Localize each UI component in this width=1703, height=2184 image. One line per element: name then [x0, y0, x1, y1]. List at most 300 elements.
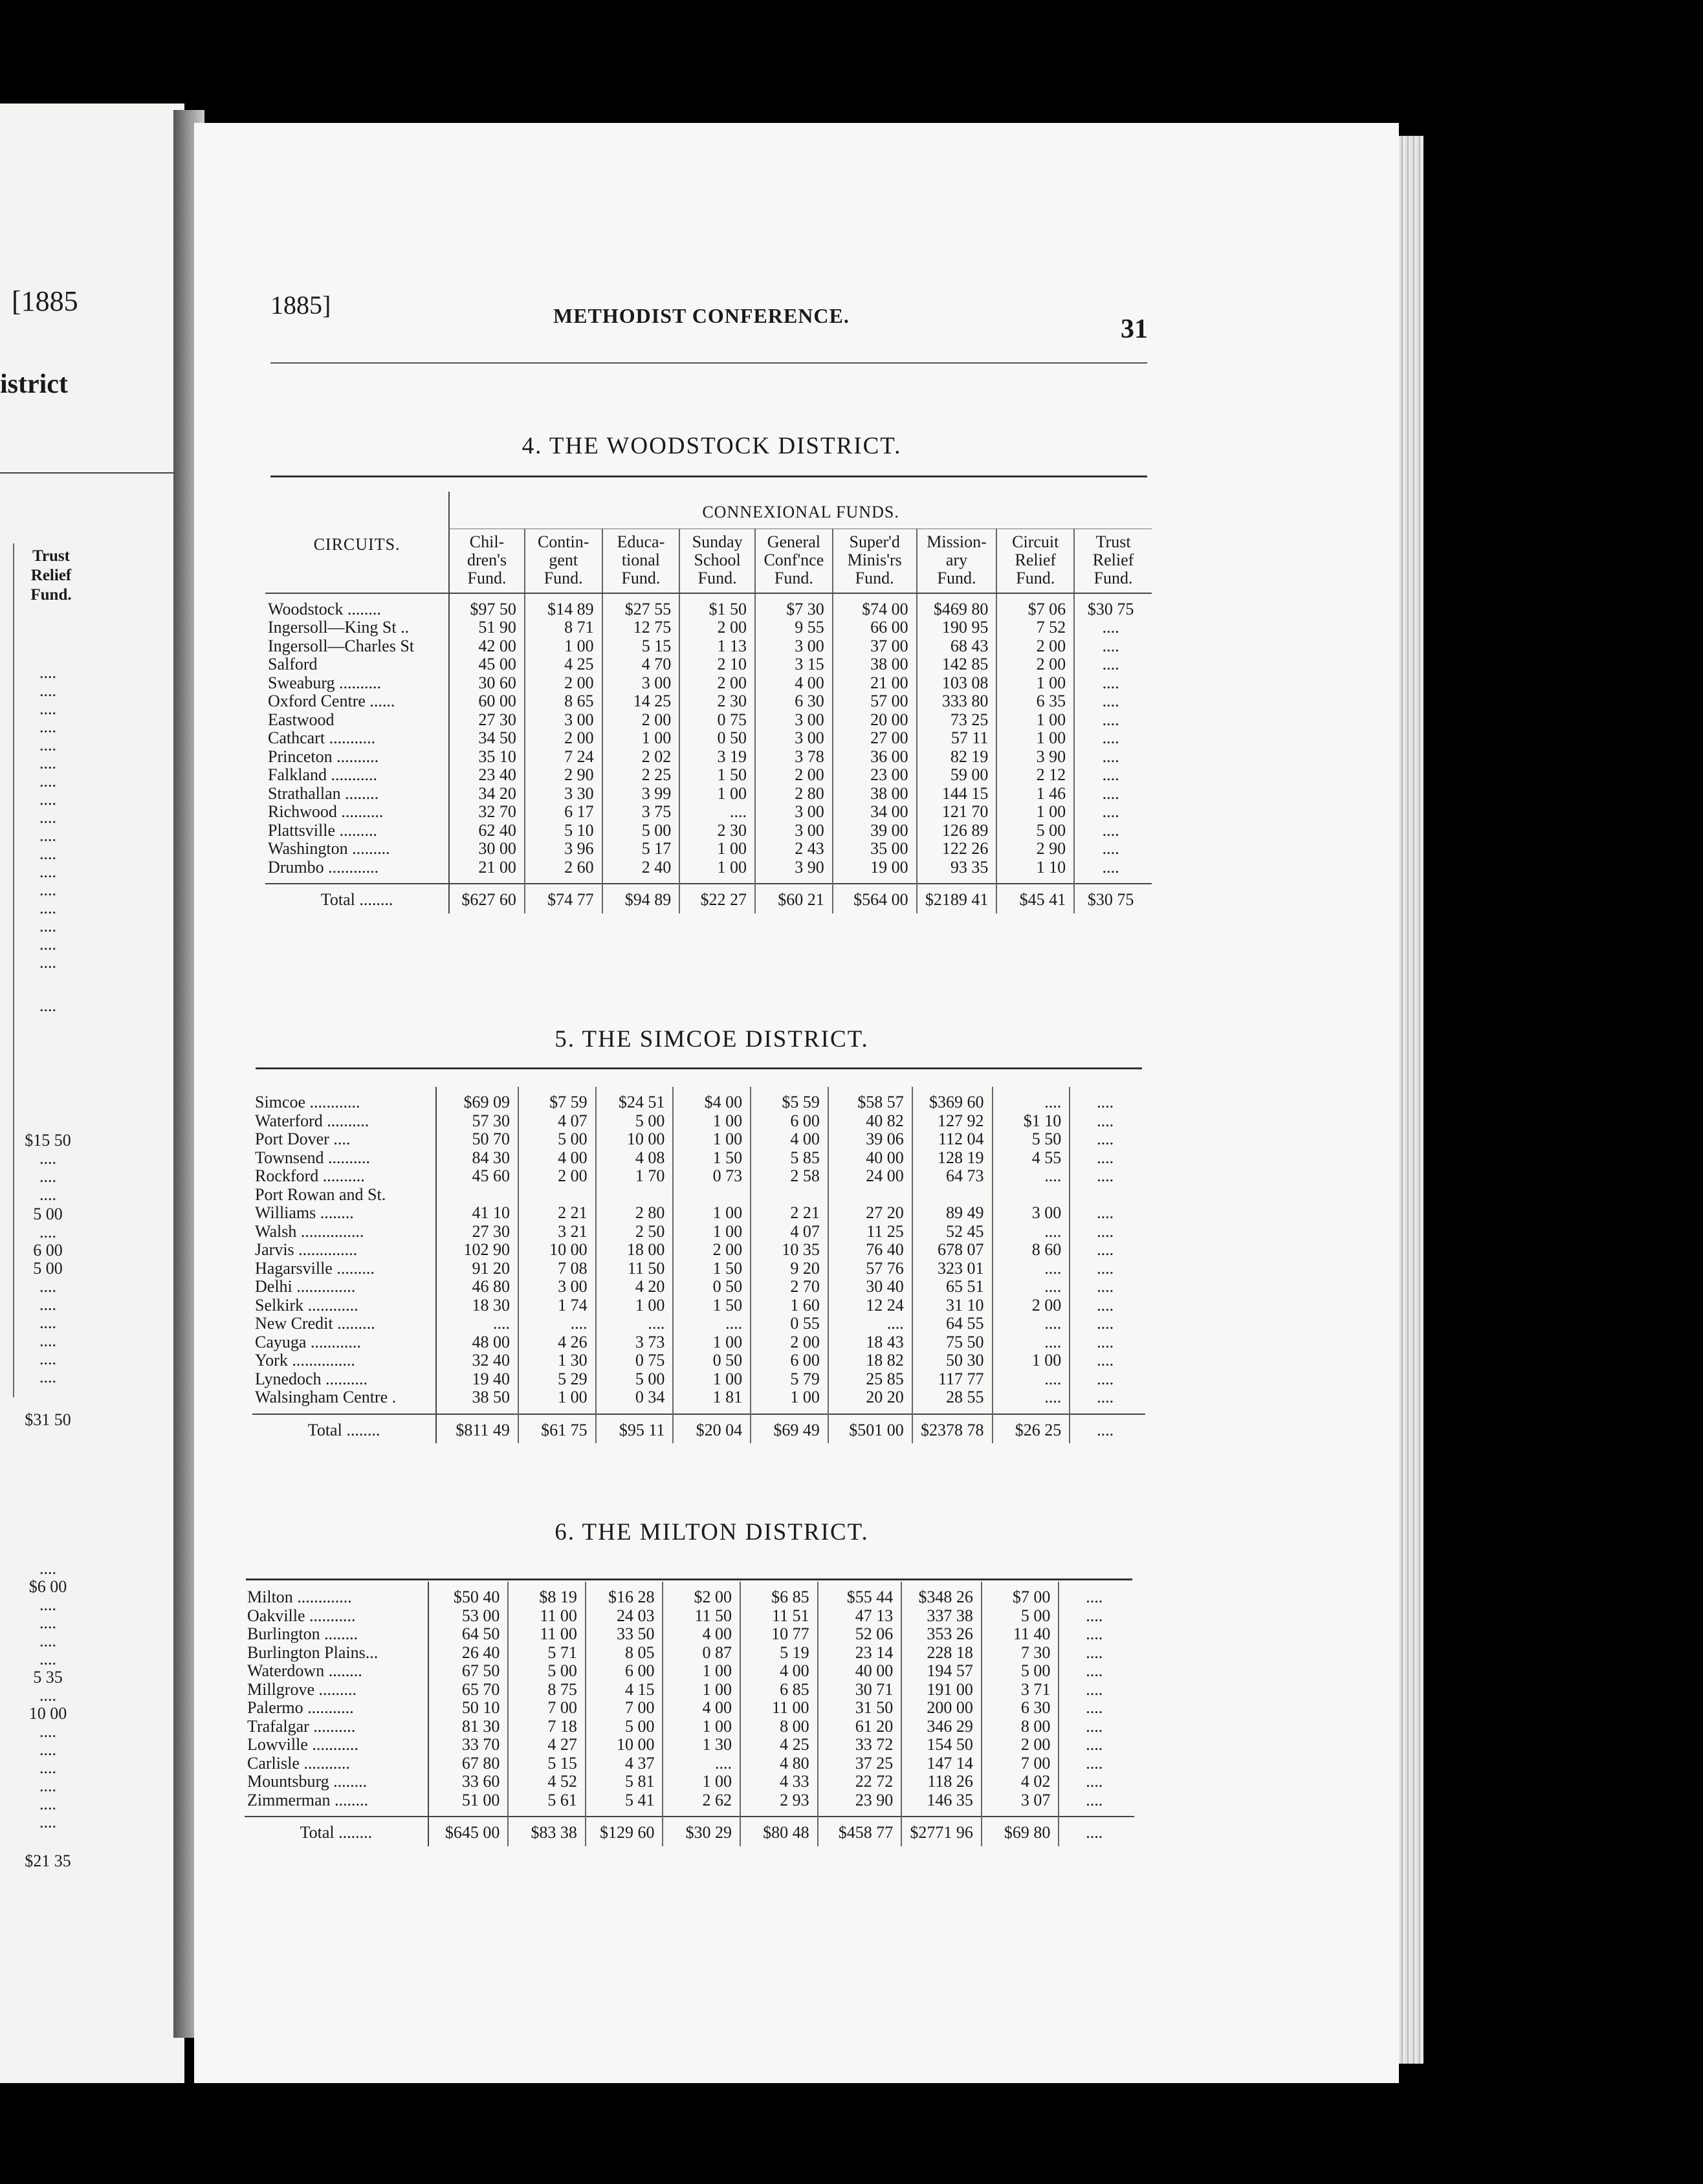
fund-value: 3 07 — [1020, 1790, 1051, 1809]
left-page-cell: .... — [39, 917, 56, 935]
section-title: 4. THE WOODSTOCK DISTRICT. — [522, 433, 902, 459]
fund-value: .... — [1086, 1772, 1103, 1791]
left-page-cell: .... — [39, 826, 56, 845]
fund-column — [982, 1582, 1059, 1817]
fund-value: 6 85 — [780, 1679, 809, 1699]
fund-value: .... — [1097, 1295, 1114, 1315]
fund-value: 2 50 — [635, 1221, 665, 1241]
fund-column — [596, 1087, 674, 1414]
fund-value: 3 00 — [1031, 1203, 1062, 1222]
fund-value: 0 75 — [717, 710, 747, 729]
fund-value: 3 75 — [641, 802, 672, 821]
fund-value: 18 43 — [866, 1332, 904, 1351]
fund-value: 10 00 — [616, 1735, 655, 1754]
circuit-name: Ingersoll—Charles St — [268, 636, 415, 655]
fund-value: .... — [1086, 1588, 1103, 1606]
fund-value: 2 90 — [564, 765, 594, 784]
fund-value: 3 00 — [564, 710, 594, 729]
fund-value: 3 90 — [795, 857, 824, 877]
fund-column — [833, 593, 917, 884]
fund-value: 21 00 — [478, 857, 516, 877]
fund-value: $97 50 — [470, 599, 516, 618]
fund-value: 33 70 — [461, 1735, 500, 1754]
left-page-cell: 10 00 — [28, 1704, 67, 1723]
fund-column — [602, 593, 680, 884]
fund-value: 3 99 — [641, 783, 672, 803]
fund-value: 4 33 — [780, 1772, 809, 1791]
fund-value: 65 70 — [461, 1679, 500, 1699]
fund-value: 4 00 — [790, 1130, 820, 1148]
circuit-name: Princeton .......... — [268, 747, 379, 766]
fund-value: 1 13 — [717, 636, 747, 655]
circuit-name: Burlington Plains... — [247, 1643, 379, 1662]
fund-value: 3 19 — [717, 747, 747, 766]
circuit-name: Selkirk ............ — [255, 1295, 358, 1315]
total-value: $2189 41 — [917, 884, 997, 913]
fund-value: .... — [492, 1314, 510, 1333]
fund-value: 0 87 — [702, 1643, 732, 1662]
fund-column — [518, 1087, 596, 1414]
fund-value: 7 52 — [1036, 618, 1066, 637]
fund-value: 6 30 — [1020, 1698, 1051, 1717]
fund-column — [818, 1582, 902, 1817]
fund-value: 4 55 — [1031, 1148, 1062, 1167]
fund-value: 30 60 — [478, 673, 516, 692]
left-page-cell: .... — [39, 1632, 56, 1650]
fund-value: 23 00 — [870, 765, 908, 784]
fund-column — [751, 1087, 828, 1414]
circuit-name: Washington ......... — [268, 839, 390, 858]
fund-value: 2 80 — [795, 783, 824, 803]
left-page-column-header: Trust Relief Fund. — [30, 547, 72, 604]
fund-value: .... — [1102, 710, 1119, 729]
fund-value: .... — [1097, 1240, 1114, 1259]
left-page-cell: .... — [39, 1740, 56, 1759]
fund-value: 62 40 — [478, 820, 516, 840]
fund-value: 1 00 — [702, 1679, 732, 1699]
circuit-name: Rockford .......... — [255, 1166, 365, 1185]
fund-value: 84 30 — [472, 1148, 510, 1167]
circuit-name: Lynedoch .......... — [255, 1369, 368, 1388]
fund-value: .... — [1044, 1277, 1062, 1296]
fund-value: 22 72 — [855, 1772, 894, 1791]
fund-value: 31 10 — [946, 1295, 984, 1315]
circuit-name: Mountsburg ........ — [247, 1772, 368, 1791]
column-header-line: Trust — [1095, 532, 1131, 551]
total-value: $20 04 — [673, 1414, 751, 1444]
fund-value: 39 06 — [866, 1130, 904, 1148]
fund-value: .... — [1102, 655, 1119, 673]
fund-value: 7 00 — [624, 1698, 655, 1717]
fund-value: 1 50 — [712, 1148, 743, 1167]
circuits-header: CIRCUITS. — [265, 492, 449, 593]
section-title: 6. THE MILTON DISTRICT. — [555, 1519, 869, 1545]
fund-value: 11 50 — [694, 1606, 732, 1625]
fund-column — [1059, 1582, 1134, 1817]
fund-value: 57 30 — [472, 1111, 510, 1130]
fund-value: 5 00 — [547, 1661, 577, 1680]
table-rows-block — [265, 593, 1152, 884]
fund-value: 337 38 — [927, 1606, 973, 1625]
left-page-cell: .... — [39, 1758, 56, 1777]
circuit-name: Lowville ........... — [247, 1735, 358, 1754]
fund-value: $1 10 — [1023, 1111, 1062, 1130]
fund-value: 2 40 — [641, 857, 672, 877]
fund-value: 2 30 — [717, 692, 747, 710]
total-value: $26 25 — [993, 1414, 1070, 1444]
fund-value: .... — [1086, 1679, 1103, 1699]
fund-value: 1 00 — [1036, 802, 1066, 821]
fund-value: 1 00 — [712, 1369, 743, 1388]
fund-value: 200 00 — [927, 1698, 973, 1717]
left-page-cell: .... — [39, 1223, 56, 1241]
fund-value: .... — [1102, 636, 1119, 655]
fund-column — [449, 593, 525, 884]
fund-value: 2 00 — [564, 673, 594, 692]
fund-value: 2 00 — [564, 728, 594, 747]
fund-value: 41 10 — [472, 1203, 510, 1222]
fund-value: 333 80 — [941, 692, 989, 710]
fund-value: 37 00 — [870, 636, 908, 655]
table-rows-block — [252, 1087, 1145, 1414]
fund-value: 1 00 — [641, 728, 672, 747]
fund-value: 3 00 — [641, 673, 672, 692]
fund-value: .... — [1102, 728, 1119, 747]
circuit-name: Millgrove ......... — [247, 1679, 357, 1699]
circuit-name: Hagarsville ......... — [255, 1258, 375, 1278]
fund-value: .... — [1086, 1606, 1103, 1625]
fund-value: 39 00 — [870, 820, 908, 840]
fund-value: 6 17 — [564, 802, 594, 821]
fund-value: 6 00 — [624, 1661, 655, 1680]
header-rule — [270, 362, 1147, 364]
fund-value: 66 00 — [870, 618, 908, 637]
fund-value: 1 50 — [717, 765, 747, 784]
left-page-cell: .... — [39, 1313, 56, 1332]
fund-value: 10 35 — [782, 1240, 820, 1259]
section-title: 5. THE SIMCOE DISTRICT. — [555, 1026, 869, 1053]
fund-value: 112 04 — [938, 1130, 984, 1148]
fund-value: 26 40 — [461, 1643, 500, 1662]
fund-value: .... — [1102, 673, 1119, 692]
left-page-cell: .... — [39, 699, 56, 718]
fund-table — [265, 492, 1152, 913]
section-rule — [246, 1578, 1132, 1580]
circuit-name: Port Rowan and St. Williams ........ — [255, 1185, 386, 1222]
fund-value: 46 80 — [472, 1277, 510, 1296]
fund-value: .... — [1086, 1735, 1103, 1754]
left-page-cell: .... — [39, 899, 56, 917]
total-value: $627 60 — [449, 884, 525, 913]
fund-column — [679, 593, 755, 884]
fund-value: 1 00 — [702, 1772, 732, 1791]
left-page-cell: .... — [39, 717, 56, 736]
fund-value: $348 26 — [918, 1588, 973, 1606]
left-page-cell: $21 35 — [25, 1851, 71, 1870]
fund-value: 65 51 — [946, 1277, 984, 1296]
fund-value: 4 02 — [1020, 1772, 1051, 1791]
fund-value: 48 00 — [472, 1332, 510, 1351]
fund-value: 51 00 — [461, 1790, 500, 1809]
fund-value: 45 60 — [472, 1166, 510, 1185]
fund-value: 0 34 — [635, 1388, 665, 1406]
fund-value: 5 00 — [641, 820, 672, 840]
fund-value: .... — [1097, 1351, 1114, 1370]
fund-value: 25 85 — [866, 1369, 904, 1388]
fund-value: 1 50 — [712, 1258, 743, 1278]
total-value: $94 89 — [602, 884, 680, 913]
circuit-name: Oxford Centre ...... — [268, 692, 395, 710]
fund-value: 1 00 — [702, 1716, 732, 1736]
fund-value: 2 80 — [635, 1203, 665, 1222]
fund-value: 64 50 — [461, 1624, 500, 1643]
fund-value: 9 55 — [795, 618, 824, 637]
fund-value: 8 60 — [1031, 1240, 1062, 1259]
fund-value: $369 60 — [929, 1093, 984, 1111]
fund-value: 34 00 — [870, 802, 908, 821]
fund-value: 40 82 — [866, 1111, 904, 1130]
fund-column — [428, 1582, 509, 1817]
fund-value: 5 71 — [547, 1643, 577, 1662]
column-header-line: Fund. — [698, 568, 737, 587]
fund-table — [252, 1087, 1145, 1443]
fund-column — [1074, 593, 1152, 884]
fund-value: 81 30 — [461, 1716, 500, 1736]
fund-value: 0 75 — [635, 1351, 665, 1370]
left-page-cell: .... — [39, 1686, 56, 1705]
total-value: $74 77 — [525, 884, 602, 913]
table-body — [265, 593, 1152, 913]
fund-value: 5 50 — [1031, 1130, 1062, 1148]
circuit-name: Milton ............. — [247, 1588, 352, 1606]
fund-value: 4 25 — [564, 655, 594, 673]
fund-value: 128 19 — [938, 1148, 984, 1167]
fund-value: 2 21 — [558, 1203, 588, 1222]
fund-value: 3 90 — [1036, 747, 1066, 766]
column-header — [833, 529, 917, 593]
fund-value: 40 00 — [855, 1661, 894, 1680]
fund-column — [663, 1582, 740, 1817]
fund-value: $69 09 — [463, 1093, 510, 1111]
fund-value: 5 00 — [1020, 1661, 1051, 1680]
left-page-cell: .... — [39, 1295, 56, 1314]
fund-value: 1 70 — [635, 1166, 665, 1185]
fund-value: 60 00 — [478, 692, 516, 710]
column-header-line: Minis'rs — [847, 550, 902, 569]
fund-value: $1 50 — [709, 599, 747, 618]
left-page-cell: .... — [39, 1559, 56, 1578]
fund-value: 11 00 — [540, 1606, 577, 1625]
fund-value: 2 00 — [1036, 636, 1066, 655]
column-header-line: Chil- — [469, 532, 505, 551]
left-page-cell: .... — [39, 663, 56, 682]
column-header — [755, 529, 833, 593]
column-header-line: General — [767, 532, 820, 551]
fund-value: 67 80 — [461, 1753, 500, 1773]
fund-value: 323 01 — [938, 1258, 984, 1278]
fund-value: 5 15 — [641, 636, 672, 655]
left-page-cell: .... — [39, 1349, 56, 1368]
fund-value: 27 30 — [472, 1221, 510, 1241]
fund-value: 5 10 — [564, 820, 594, 840]
fund-column — [828, 1087, 912, 1414]
fund-value: 4 07 — [790, 1221, 820, 1241]
fund-value: 19 40 — [472, 1369, 510, 1388]
fund-value: 61 20 — [855, 1716, 894, 1736]
fund-value: 31 50 — [855, 1698, 894, 1717]
fund-value: .... — [1097, 1388, 1114, 1406]
fund-value: 27 00 — [870, 728, 908, 747]
fund-value: 0 55 — [790, 1314, 820, 1333]
fund-value: .... — [1102, 765, 1119, 784]
total-value: $811 49 — [436, 1414, 518, 1444]
fund-value: 35 10 — [478, 747, 516, 766]
total-row — [245, 1817, 1134, 1846]
fund-value: .... — [1097, 1221, 1114, 1241]
fund-value: 1 30 — [702, 1735, 732, 1754]
fund-value: 38 00 — [870, 783, 908, 803]
column-header-line: Fund. — [1016, 568, 1055, 587]
column-header-line: Relief — [1015, 550, 1057, 569]
fund-value: .... — [1102, 857, 1119, 877]
fund-value: 8 05 — [624, 1643, 655, 1662]
fund-value: .... — [1097, 1314, 1114, 1333]
left-page-cell: .... — [39, 1277, 56, 1296]
fund-value: 2 70 — [790, 1277, 820, 1296]
left-page-cell: .... — [39, 996, 56, 1015]
total-value: $69 49 — [751, 1414, 828, 1444]
column-header-line: Conf'nce — [764, 550, 824, 569]
left-page-cell: 5 00 — [33, 1259, 63, 1278]
fund-value: $50 40 — [453, 1588, 500, 1606]
circuit-name: Palermo ........... — [247, 1698, 354, 1717]
fund-value: .... — [1086, 1643, 1103, 1662]
fund-value: 51 90 — [478, 618, 516, 637]
total-value: .... — [1059, 1817, 1134, 1846]
total-value: $60 21 — [755, 884, 833, 913]
fund-value: 11 50 — [627, 1258, 665, 1278]
fund-value: 154 50 — [927, 1735, 973, 1754]
circuit-name: Plattsville ......... — [268, 820, 377, 840]
fund-value: 5 00 — [635, 1111, 665, 1130]
fund-value: .... — [1044, 1093, 1062, 1111]
page-number: 31 — [1121, 314, 1148, 344]
fund-value: .... — [1086, 1716, 1103, 1736]
fund-value: 32 70 — [478, 802, 516, 821]
column-header-line: Sunday — [692, 532, 743, 551]
fund-column — [586, 1582, 663, 1817]
circuit-name: Port Dover .... — [255, 1130, 351, 1148]
fund-value: 8 71 — [564, 618, 594, 637]
table-body — [245, 1582, 1134, 1846]
left-page-cell: .... — [39, 1368, 56, 1386]
left-page-cell: .... — [39, 1795, 56, 1813]
column-header — [679, 529, 755, 593]
left-page-cell: .... — [39, 772, 56, 791]
fund-value: 7 18 — [547, 1716, 577, 1736]
fund-value: 3 00 — [795, 710, 824, 729]
fund-value: $8 19 — [539, 1588, 577, 1606]
fund-value: 678 07 — [938, 1240, 984, 1259]
fund-value: 2 00 — [558, 1166, 588, 1185]
fund-value: .... — [1044, 1332, 1062, 1351]
column-header-line: ary — [945, 550, 968, 569]
fund-value: 4 00 — [780, 1661, 809, 1680]
left-page-cell: .... — [39, 935, 56, 954]
fund-value: 1 00 — [558, 1388, 588, 1406]
left-page-cell: .... — [39, 790, 56, 809]
circuit-names — [265, 593, 449, 884]
fund-column — [1070, 1087, 1145, 1414]
fund-value: 122 26 — [941, 839, 989, 858]
fund-value: 144 15 — [941, 783, 989, 803]
fund-value: 2 58 — [790, 1166, 820, 1185]
left-page-cell: .... — [39, 1776, 56, 1795]
fund-value: 190 95 — [941, 618, 989, 637]
fund-value: 0 50 — [712, 1277, 743, 1296]
fund-value: $7 30 — [786, 599, 824, 618]
fund-value: .... — [1097, 1258, 1114, 1278]
fund-value: 73 25 — [950, 710, 989, 729]
fund-value: $55 44 — [846, 1588, 894, 1606]
total-label: Total ........ — [245, 1817, 428, 1846]
fund-value: 117 77 — [938, 1369, 984, 1388]
fund-value: .... — [648, 1314, 665, 1333]
fund-value: .... — [1097, 1148, 1114, 1167]
circuit-name: York ............... — [255, 1351, 355, 1370]
fund-value: 4 25 — [780, 1735, 809, 1754]
fund-value: 3 21 — [558, 1221, 588, 1241]
fund-value: .... — [1097, 1130, 1114, 1148]
fund-value: $24 51 — [618, 1093, 665, 1111]
fund-value: 4 07 — [558, 1111, 588, 1130]
fund-value: 23 14 — [855, 1643, 894, 1662]
fund-value: 1 00 — [1036, 728, 1066, 747]
left-page-cell: .... — [39, 808, 56, 827]
total-value: $69 80 — [982, 1817, 1059, 1846]
fund-value: 2 00 — [1036, 655, 1066, 673]
fund-value: 3 00 — [558, 1277, 588, 1296]
fund-value: 1 00 — [712, 1221, 743, 1241]
fund-value: 1 00 — [712, 1130, 743, 1148]
fund-value: 20 20 — [866, 1388, 904, 1406]
left-page-cell: .... — [39, 1149, 56, 1168]
total-value: .... — [1070, 1414, 1145, 1444]
fund-value: 3 00 — [795, 820, 824, 840]
fund-value: 1 00 — [1031, 1351, 1062, 1370]
fund-value: 194 57 — [927, 1661, 973, 1680]
fund-value: $30 75 — [1087, 599, 1134, 618]
fund-value: 1 00 — [717, 783, 747, 803]
fund-value: 11 51 — [772, 1606, 809, 1625]
circuit-name: Walsingham Centre . — [255, 1388, 397, 1406]
fund-value: 2 00 — [717, 673, 747, 692]
fund-value: $74 00 — [862, 599, 908, 618]
column-header — [996, 529, 1074, 593]
fund-value: 1 00 — [702, 1661, 732, 1680]
section-rule — [270, 475, 1147, 477]
fund-value: $469 80 — [933, 599, 989, 618]
fund-value: 102 90 — [463, 1240, 510, 1259]
circuit-names — [245, 1582, 428, 1817]
fund-value: 50 70 — [472, 1130, 510, 1148]
fund-value: 2 60 — [564, 857, 594, 877]
fund-value: 57 11 — [950, 728, 989, 747]
fund-value: 57 76 — [866, 1258, 904, 1278]
fund-value: 47 13 — [855, 1606, 894, 1625]
fund-value: 53 00 — [461, 1606, 500, 1625]
fund-value: 5 19 — [780, 1643, 809, 1662]
